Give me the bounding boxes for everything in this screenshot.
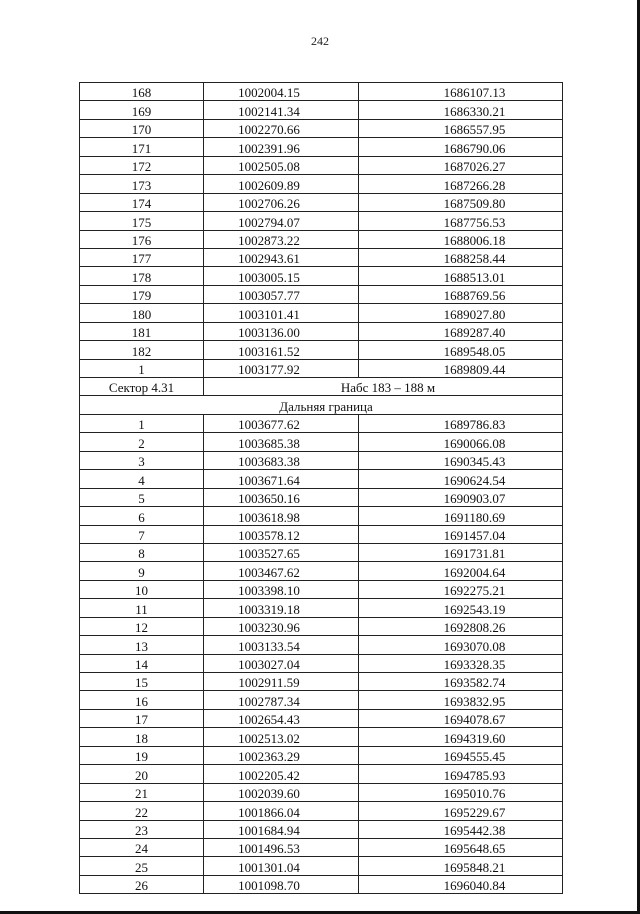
y-coordinate-cell: 1691457.04: [359, 525, 563, 543]
table-row: [80, 709, 563, 727]
table-row: [80, 746, 563, 764]
x-coordinate-cell: 1003578.12: [204, 525, 359, 543]
boundary-title: Дальняя граница: [80, 396, 563, 414]
point-number-cell: 19: [80, 746, 204, 764]
point-number-cell: 5: [80, 488, 204, 506]
x-coordinate-cell: 1002205.42: [204, 765, 359, 783]
point-number-cell: 4: [80, 470, 204, 488]
y-coordinate-cell: 1696040.84: [359, 875, 563, 893]
x-coordinate-cell: 1003136.00: [204, 322, 359, 340]
point-number-cell: 2: [80, 433, 204, 451]
x-coordinate-cell: 1003319.18: [204, 599, 359, 617]
table-row: [80, 654, 563, 672]
table-row: [80, 193, 563, 211]
y-coordinate-cell: 1689027.80: [359, 304, 563, 322]
coordinates-rows-after: [80, 414, 563, 893]
table-row: [80, 488, 563, 506]
table-row: [80, 175, 563, 193]
table-row: [80, 691, 563, 709]
x-coordinate-cell: 1003133.54: [204, 636, 359, 654]
x-coordinate-cell: 1003005.15: [204, 267, 359, 285]
table-row: [80, 507, 563, 525]
point-number-cell: 7: [80, 525, 204, 543]
x-coordinate-cell: 1003398.10: [204, 580, 359, 598]
point-number-cell: 20: [80, 765, 204, 783]
x-coordinate-cell: 1003677.62: [204, 414, 359, 432]
y-coordinate-cell: 1691180.69: [359, 507, 563, 525]
x-coordinate-cell: 1001496.53: [204, 838, 359, 856]
x-coordinate-cell: 1003618.98: [204, 507, 359, 525]
page-number: 242: [311, 34, 329, 48]
x-coordinate-cell: 1003177.92: [204, 359, 359, 377]
x-coordinate-cell: 1003101.41: [204, 304, 359, 322]
y-coordinate-cell: 1689548.05: [359, 341, 563, 359]
point-number-cell: 15: [80, 673, 204, 691]
table-row: [80, 451, 563, 469]
table-row: [80, 230, 563, 248]
sector-section: [80, 378, 563, 415]
point-number-cell: 171: [80, 138, 204, 156]
y-coordinate-cell: 1689287.40: [359, 322, 563, 340]
y-coordinate-cell: 1693582.74: [359, 673, 563, 691]
x-coordinate-cell: 1001684.94: [204, 820, 359, 838]
table-row: [80, 470, 563, 488]
y-coordinate-cell: 1694078.67: [359, 709, 563, 727]
table-row: [80, 783, 563, 801]
y-coordinate-cell: 1693832.95: [359, 691, 563, 709]
point-number-cell: 14: [80, 654, 204, 672]
table-row: [80, 322, 563, 340]
point-number-cell: 173: [80, 175, 204, 193]
y-coordinate-cell: 1695648.65: [359, 838, 563, 856]
point-number-cell: 10: [80, 580, 204, 598]
x-coordinate-cell: 1002787.34: [204, 691, 359, 709]
y-coordinate-cell: 1693328.35: [359, 654, 563, 672]
table-row: [80, 543, 563, 561]
table-row: [80, 341, 563, 359]
sector-row: [80, 378, 563, 396]
point-number-cell: 6: [80, 507, 204, 525]
x-coordinate-cell: 1001301.04: [204, 857, 359, 875]
point-number-cell: 169: [80, 101, 204, 119]
x-coordinate-cell: 1001866.04: [204, 802, 359, 820]
point-number-cell: 18: [80, 728, 204, 746]
x-coordinate-cell: 1002513.02: [204, 728, 359, 746]
y-coordinate-cell: 1695010.76: [359, 783, 563, 801]
point-number-cell: 21: [80, 783, 204, 801]
table-row: [80, 580, 563, 598]
table-row: [80, 138, 563, 156]
point-number-cell: 178: [80, 267, 204, 285]
y-coordinate-cell: 1688258.44: [359, 248, 563, 266]
point-number-cell: 13: [80, 636, 204, 654]
y-coordinate-cell: 1695442.38: [359, 820, 563, 838]
coordinates-table: [79, 82, 563, 894]
point-number-cell: 12: [80, 617, 204, 635]
point-number-cell: 176: [80, 230, 204, 248]
y-coordinate-cell: 1688769.56: [359, 285, 563, 303]
x-coordinate-cell: 1002794.07: [204, 212, 359, 230]
point-number-cell: 181: [80, 322, 204, 340]
y-coordinate-cell: 1695848.21: [359, 857, 563, 875]
coordinates-rows-before: [80, 83, 563, 378]
x-coordinate-cell: 1002270.66: [204, 119, 359, 137]
point-number-cell: 1: [80, 414, 204, 432]
x-coordinate-cell: 1002873.22: [204, 230, 359, 248]
x-coordinate-cell: 1003027.04: [204, 654, 359, 672]
table-row: [80, 101, 563, 119]
y-coordinate-cell: 1688513.01: [359, 267, 563, 285]
point-number-cell: 179: [80, 285, 204, 303]
point-number-cell: 177: [80, 248, 204, 266]
point-number-cell: 168: [80, 83, 204, 101]
table-row: [80, 617, 563, 635]
point-number-cell: 24: [80, 838, 204, 856]
point-number-cell: 170: [80, 119, 204, 137]
x-coordinate-cell: 1002911.59: [204, 673, 359, 691]
point-number-cell: 23: [80, 820, 204, 838]
x-coordinate-cell: 1002609.89: [204, 175, 359, 193]
point-number-cell: 17: [80, 709, 204, 727]
x-coordinate-cell: 1003161.52: [204, 341, 359, 359]
x-coordinate-cell: 1003671.64: [204, 470, 359, 488]
point-number-cell: 180: [80, 304, 204, 322]
table-row: [80, 728, 563, 746]
x-coordinate-cell: 1003057.77: [204, 285, 359, 303]
y-coordinate-cell: 1692808.26: [359, 617, 563, 635]
table-row: [80, 599, 563, 617]
x-coordinate-cell: 1002505.08: [204, 156, 359, 174]
y-coordinate-cell: 1686330.21: [359, 101, 563, 119]
x-coordinate-cell: 1002141.34: [204, 101, 359, 119]
y-coordinate-cell: 1688006.18: [359, 230, 563, 248]
y-coordinate-cell: 1693070.08: [359, 636, 563, 654]
sector-depth-range: Набс 183 – 188 м: [204, 378, 563, 396]
y-coordinate-cell: 1694319.60: [359, 728, 563, 746]
point-number-cell: 22: [80, 802, 204, 820]
table-row: [80, 875, 563, 893]
x-coordinate-cell: 1002004.15: [204, 83, 359, 101]
y-coordinate-cell: 1686107.13: [359, 83, 563, 101]
table-row: [80, 857, 563, 875]
y-coordinate-cell: 1694555.45: [359, 746, 563, 764]
boundary-row: [80, 396, 563, 414]
point-number-cell: 182: [80, 341, 204, 359]
point-number-cell: 8: [80, 543, 204, 561]
table-row: [80, 433, 563, 451]
y-coordinate-cell: 1687266.28: [359, 175, 563, 193]
point-number-cell: 174: [80, 193, 204, 211]
table-row: [80, 285, 563, 303]
table-row: [80, 820, 563, 838]
y-coordinate-cell: 1690624.54: [359, 470, 563, 488]
x-coordinate-cell: 1003685.38: [204, 433, 359, 451]
x-coordinate-cell: 1003683.38: [204, 451, 359, 469]
y-coordinate-cell: 1690066.08: [359, 433, 563, 451]
sector-label: Сектор 4.31: [80, 378, 204, 396]
point-number-cell: 26: [80, 875, 204, 893]
x-coordinate-cell: 1001098.70: [204, 875, 359, 893]
y-coordinate-cell: 1690345.43: [359, 451, 563, 469]
table-row: [80, 838, 563, 856]
point-number-cell: 16: [80, 691, 204, 709]
table-row: [80, 304, 563, 322]
y-coordinate-cell: 1686557.95: [359, 119, 563, 137]
y-coordinate-cell: 1694785.93: [359, 765, 563, 783]
y-coordinate-cell: 1695229.67: [359, 802, 563, 820]
table-row: [80, 156, 563, 174]
y-coordinate-cell: 1691731.81: [359, 543, 563, 561]
y-coordinate-cell: 1686790.06: [359, 138, 563, 156]
table-row: [80, 636, 563, 654]
point-number-cell: 1: [80, 359, 204, 377]
table-row: [80, 83, 563, 101]
y-coordinate-cell: 1690903.07: [359, 488, 563, 506]
y-coordinate-cell: 1689786.83: [359, 414, 563, 432]
x-coordinate-cell: 1003230.96: [204, 617, 359, 635]
y-coordinate-cell: 1689809.44: [359, 359, 563, 377]
x-coordinate-cell: 1002039.60: [204, 783, 359, 801]
table-row: [80, 765, 563, 783]
table-row: [80, 267, 563, 285]
point-number-cell: 172: [80, 156, 204, 174]
table-row: [80, 119, 563, 137]
table-row: [80, 562, 563, 580]
x-coordinate-cell: 1002706.26: [204, 193, 359, 211]
table-row: [80, 802, 563, 820]
table-row: [80, 414, 563, 432]
point-number-cell: 175: [80, 212, 204, 230]
y-coordinate-cell: 1692004.64: [359, 562, 563, 580]
table-row: [80, 525, 563, 543]
y-coordinate-cell: 1687509.80: [359, 193, 563, 211]
x-coordinate-cell: 1003527.65: [204, 543, 359, 561]
y-coordinate-cell: 1687756.53: [359, 212, 563, 230]
table-row: [80, 359, 563, 377]
y-coordinate-cell: 1687026.27: [359, 156, 563, 174]
x-coordinate-cell: 1002943.61: [204, 248, 359, 266]
table-row: [80, 212, 563, 230]
table-row: [80, 248, 563, 266]
point-number-cell: 25: [80, 857, 204, 875]
x-coordinate-cell: 1002363.29: [204, 746, 359, 764]
y-coordinate-cell: 1692275.21: [359, 580, 563, 598]
y-coordinate-cell: 1692543.19: [359, 599, 563, 617]
x-coordinate-cell: 1002391.96: [204, 138, 359, 156]
point-number-cell: 9: [80, 562, 204, 580]
x-coordinate-cell: 1003467.62: [204, 562, 359, 580]
x-coordinate-cell: 1002654.43: [204, 709, 359, 727]
x-coordinate-cell: 1003650.16: [204, 488, 359, 506]
point-number-cell: 3: [80, 451, 204, 469]
table-row: [80, 673, 563, 691]
point-number-cell: 11: [80, 599, 204, 617]
